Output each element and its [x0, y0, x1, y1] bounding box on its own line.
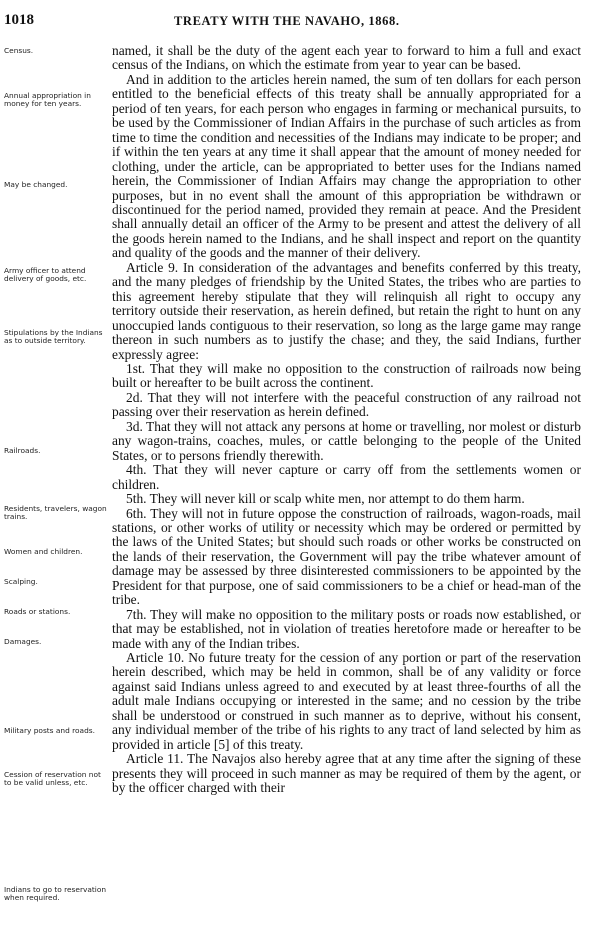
- margin-notes: [0, 0, 110, 941]
- paragraph-2d: 2d. That they will not interfere with the peaceful construction of any railroad not passing over their reservation as herein defined.: [112, 389, 581, 420]
- margin-note-military-posts: Military posts and roads.: [4, 726, 95, 735]
- margin-note-army-officer: Army officer to attend delivery of goods, etc.: [4, 266, 87, 284]
- margin-note-railroads: Railroads.: [4, 446, 41, 455]
- margin-note-scalping: Scalping.: [4, 577, 38, 586]
- margin-note-census: Census.: [4, 46, 34, 55]
- margin-note-damages: Damages.: [4, 637, 42, 646]
- page-number: 1018: [4, 12, 34, 28]
- margin-note-stipulations: Stipulations by the Indians as to outside territory.: [4, 328, 103, 346]
- margin-note-cession: Cession of reservation not to be valid unless, etc.: [4, 770, 101, 788]
- margin-note-may-be-changed: May be changed.: [4, 180, 68, 189]
- margin-note-residents: Residents, travelers, wagon trains.: [4, 504, 107, 522]
- paragraph-3d: 3d. That they will not attack any persons at home or travelling, nor molest or disturb any wagon-trains, coaches, mules, or cattle belonging to the people of the United States, or to persons friendly therewith.: [112, 418, 581, 463]
- margin-note-annual-appropriation: Annual appropriation in money for ten years.: [4, 91, 91, 109]
- paragraph-article-11: Article 11. The Navajos also hereby agree that at any time after the signing of these presents they will proceed in such manner as may be required of them by the agent, or by the officer charged with their: [112, 751, 581, 796]
- margin-note-women-children: Women and children.: [4, 547, 83, 556]
- margin-note-roads-stations: Roads or stations.: [4, 607, 71, 616]
- running-title: TREATY WITH THE NAVAHO, 1868.: [174, 14, 400, 28]
- paragraph-article-10: Article 10. No future treaty for the cession of any portion or part of the reservation herein described, which may be held in common, shall be of any validity or force against said Indians unless agreed to and executed by at least three-fourths of all the adult male Indians occupying or interested in the same; and no cession by the tribe shall be understood or construed in such manner as to deprive, without his consent, any individual member of the tribe of his rights to any tract of land selected by him as provided in article [5] of this treaty.: [112, 650, 581, 752]
- paragraph-6th: 6th. They will not in future oppose the construction of railroads, wagon-roads, mail stations, or other works of utility or necessity which may be ordered or permitted by the laws of the United States; but should such roads or other works be constructed on the lands of their reservation, the Government will pay the tribe whatever amount of damage may be assessed by three disinterested commissioners to be appointed by the President for that purpose, one of said commissioners to be a chief or head-man of the tribe.: [112, 505, 581, 608]
- paragraph-5th: 5th. They will never kill or scalp white men, nor attempt to do them harm.: [126, 491, 525, 507]
- treaty-text: [112, 44, 581, 796]
- paragraph-article-9: Article 9. In consideration of the advantages and benefits conferred by this treaty, and the many pledges of friendship by the United States, the tribes who are parties to this agreement hereby stipulate that they will relinquish all right to occupy any territory outside their reservation, as herein defined, but retain the right to hunt on any unoccupied lands contiguous to their reservation, so long as the large game may range thereon in such numbers as to justify the chase; and they, the said Indians, further expressly agree:: [112, 259, 581, 362]
- paragraph-1st: 1st. That they will make no opposition to the construction of railroads now being built or hereafter to be built across the continent.: [112, 360, 581, 391]
- paragraph-7th: 7th. They will make no opposition to the military posts or roads now established, or that may be established, not in violation of treaties heretofore made or hereafter to be made with any of the Indian tribes.: [112, 606, 581, 651]
- paragraph-4th: 4th. That they will never capture or carry off from the settlements women or children.: [112, 462, 581, 492]
- margin-note-go-to-reservation: Indians to go to reservation when required.: [4, 885, 107, 903]
- paragraph-census: named, it shall be the duty of the agent each year to forward to him a full and exact census of the Indians, on which the estimate from year to year can be based.: [112, 43, 581, 73]
- paragraph-appropriation: And in addition to the articles herein named, the sum of ten dollars for each person entitled to the beneficial effects of this treaty shall be annually appropriated for a period of ten years, for each person who engages in farming or mechanical pursuits, to be used by the Commissioner of Indian Affairs in the purchase of such articles as from time to time the condition and necessities of the Indians may indicate to be proper; and if within the ten years at any time it shall appear that the amount of money needed for clothing, under the article, can be appropriated to better uses for the Indians named herein, the Commissioner of Indian Affairs may change the appropriation to other purposes, but in no event shall the amount of this appropriation be withdrawn or discontinued for the period named, provided they remain at peace. And the President shall annually detail an officer of the Army to be present and attest the delivery of all the goods herein named to the Indians, and he shall inspect and report on the quantity and quality of the goods and the manner of their delivery.: [112, 71, 581, 261]
